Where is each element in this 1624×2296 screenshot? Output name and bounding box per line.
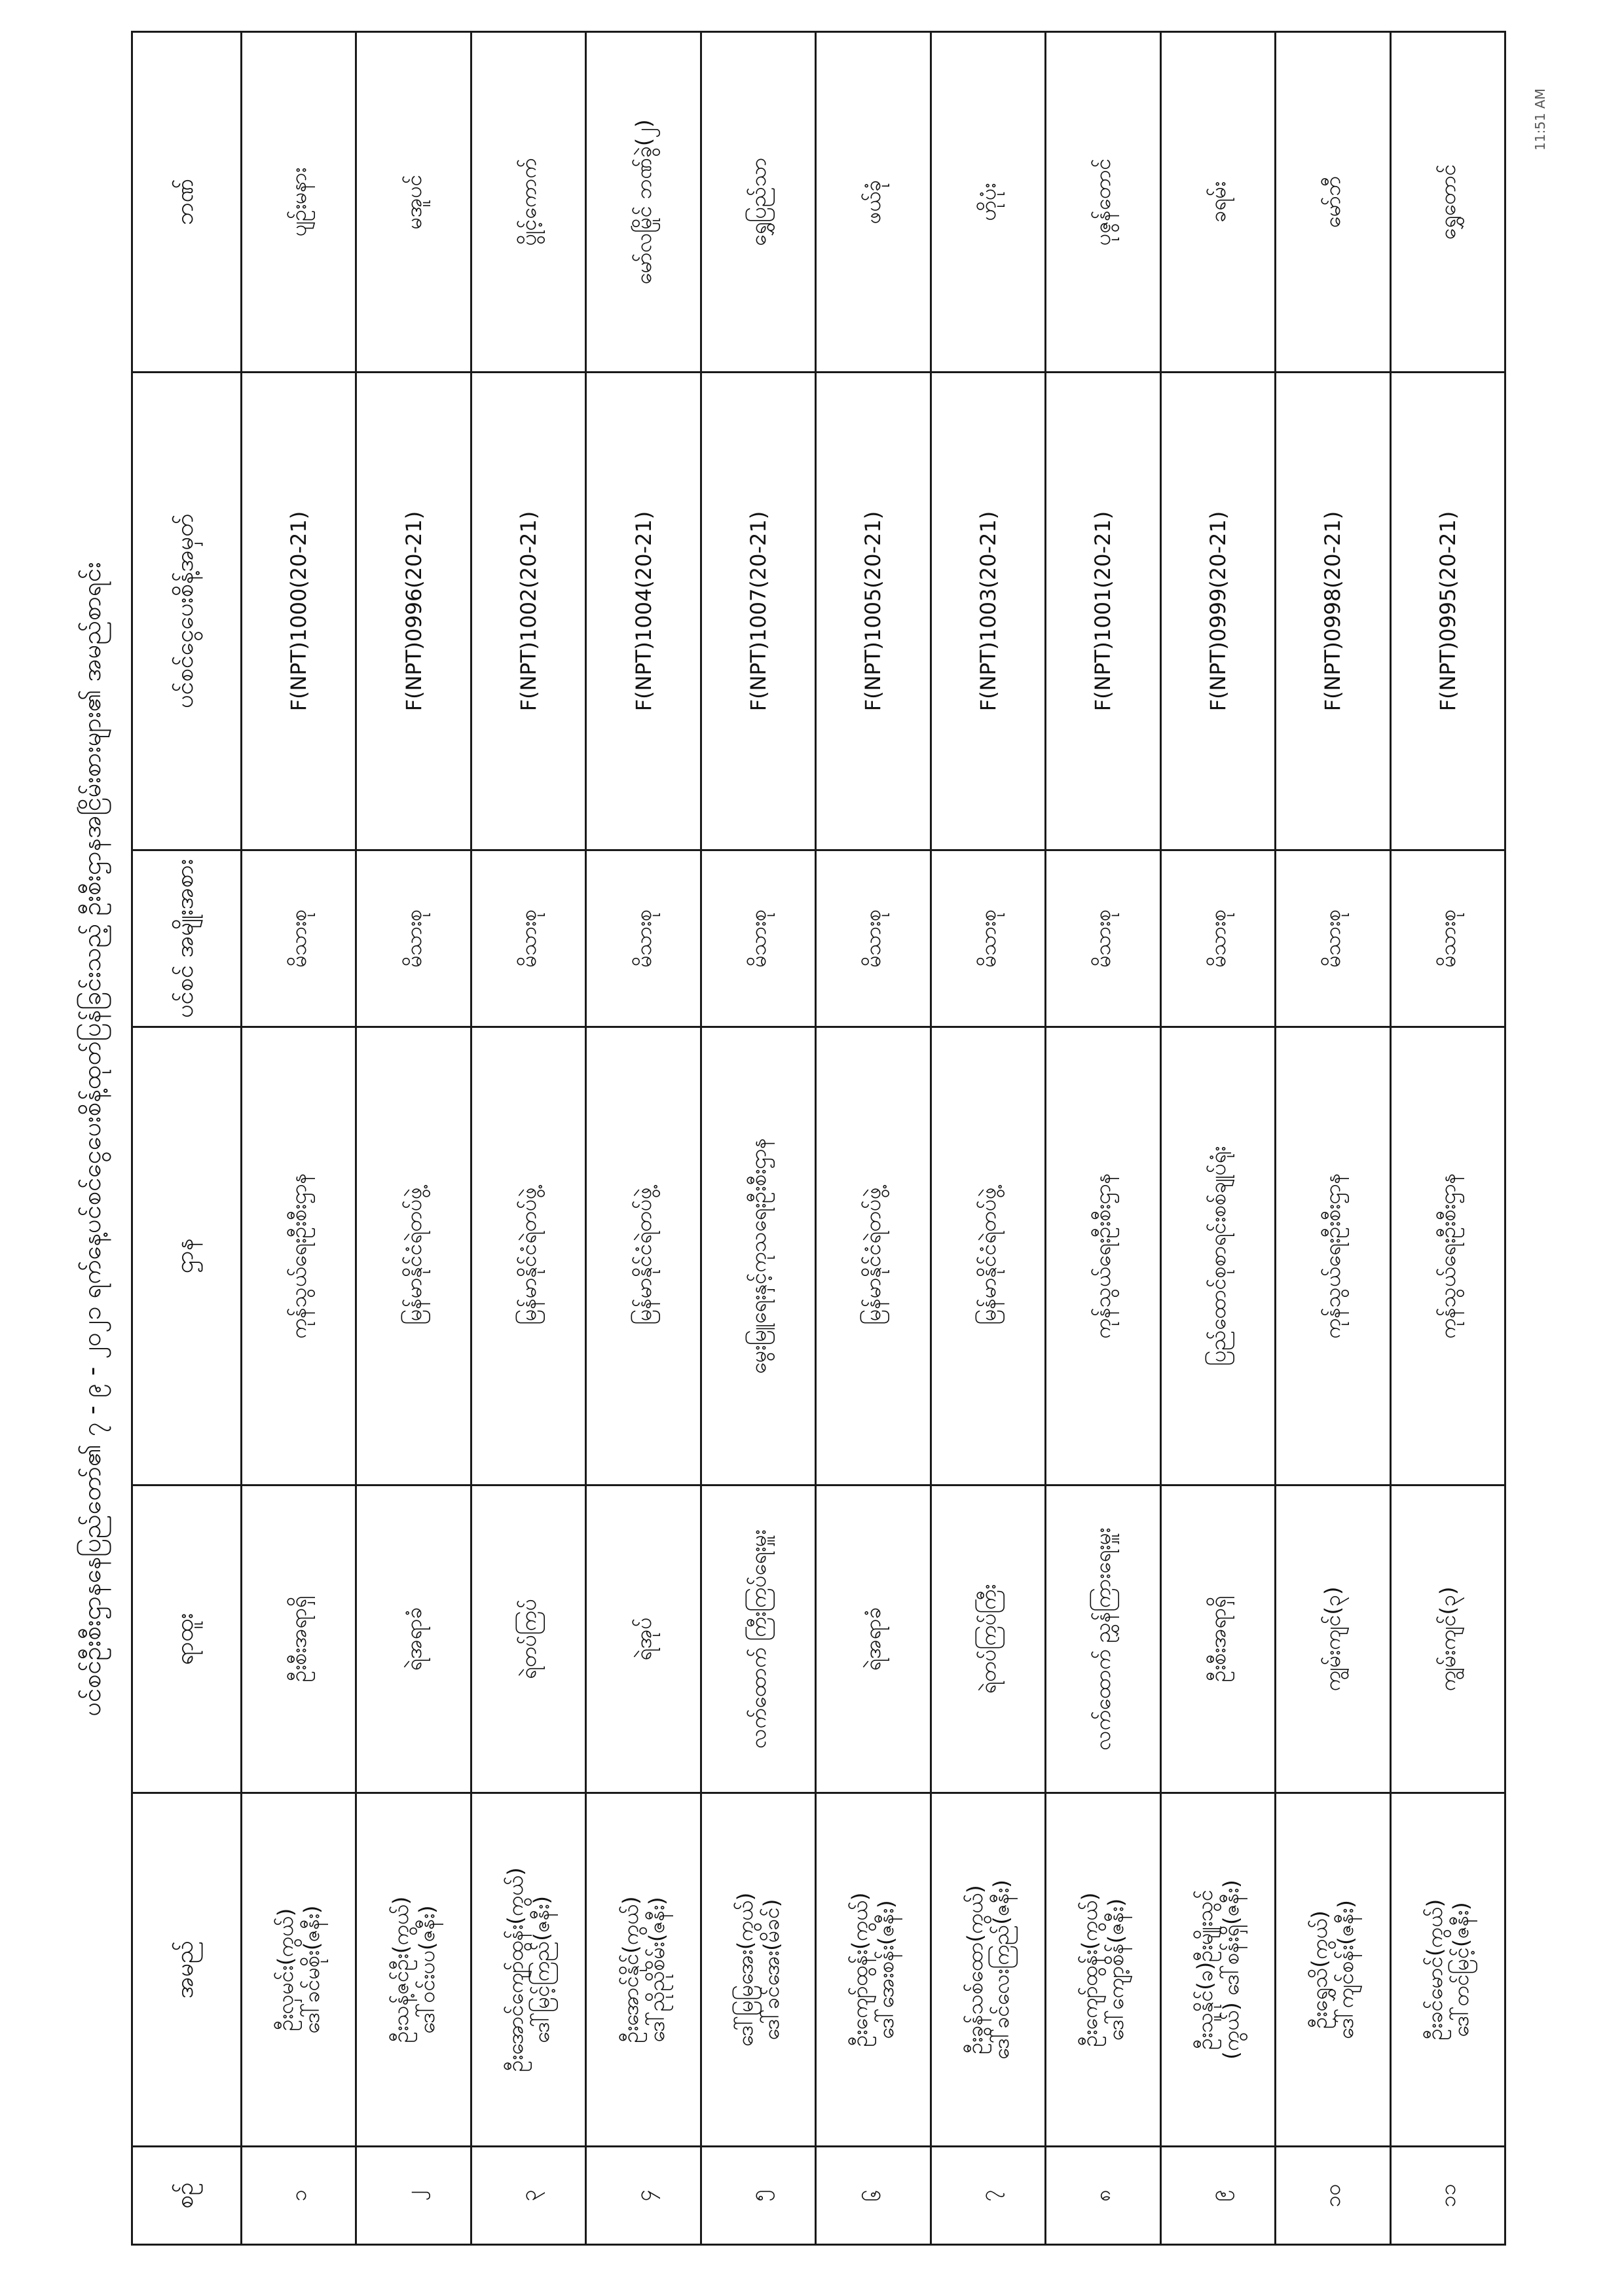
cell-no: ၄ bbox=[586, 2147, 701, 2245]
cell-pension-type: မိသားစု bbox=[1046, 850, 1160, 1027]
cell-department: မြန်မာနိုင်ငံရဲတပ်ဖွဲ့ bbox=[816, 1027, 931, 1485]
header-department: ဌာန bbox=[132, 1027, 242, 1485]
table-row bbox=[1276, 32, 1390, 2245]
cell-name bbox=[1276, 1793, 1390, 2147]
cell-permit-no: F(NPT)0999(20-21) bbox=[1160, 373, 1275, 850]
header-permit-no: ပင်စင်ငွေပေးစိန့်အမှတ် bbox=[132, 373, 242, 850]
cell-rank: ဦးစီးအရာရှိ bbox=[1160, 1485, 1275, 1793]
name-line-2: ဒေါ်အေးစန်း(ဇနီး) bbox=[874, 1900, 899, 2039]
name-line-2: ဒေါ်ခင်အေး(မိခင်) bbox=[759, 1899, 784, 2041]
cell-pension-type: မိသားစု bbox=[242, 850, 356, 1027]
cell-pension-type: မိသားစု bbox=[816, 850, 931, 1027]
cell-department: ကုန်သွယ်ရေးဦးစီးဌာန bbox=[1046, 1027, 1160, 1485]
name-line-1: ဦးသန့်ဇင်ဦး(ကွယ်) bbox=[388, 1896, 413, 2043]
name-line-2: ဒေါ်ခင်လေးကြည်(ဇနီး) bbox=[988, 1880, 1014, 2060]
name-line-2: ဒေါ်တင်မြင့်(ဇနီး) bbox=[1448, 1902, 1473, 2037]
name-line-1: ဦးခွန်သစ်ထော(ကွယ်) bbox=[962, 1885, 987, 2054]
cell-rank: ကျွမ်းကျင်(၃) bbox=[1276, 1485, 1390, 1793]
cell-pension-type: မိသားစု bbox=[356, 850, 471, 1027]
header-name: အမည် bbox=[132, 1793, 242, 2147]
name-line-2: ဒေါ်ခင်မစိုး(ဇနီး) bbox=[299, 1905, 325, 2034]
cell-no: ၂ bbox=[356, 2147, 471, 2245]
name-line-1: ဦးခင်မောင်(ကွယ်) bbox=[1422, 1899, 1447, 2041]
cell-permit-no: F(NPT)0998(20-21) bbox=[1276, 373, 1390, 850]
name-line-1: ဦးအောင်ကျော်ထွန်း(ကွယ်) bbox=[503, 1867, 528, 2072]
pension-table bbox=[131, 31, 1506, 2246]
cell-rank: ရဲတပ်ကြပ် bbox=[471, 1485, 585, 1793]
cell-rank: ရဲတပ်ကြပ်ကြီး bbox=[931, 1485, 1045, 1793]
cell-rank: ရဲအုပ် bbox=[586, 1485, 701, 1793]
name-line-2: (ကွယ်) ဒေါ်စန်းရှိ(ဇနီး) bbox=[1218, 1880, 1244, 2060]
cell-bank: မော်လမြိုင် ဘဏ်ခွဲ(၂) bbox=[586, 32, 701, 373]
cell-department: မြန်မာနိုင်ငံရဲတပ်ဖွဲ့ bbox=[586, 1027, 701, 1485]
name-line-2: ဒေါ်ဝင်းပပ(ဇနီး) bbox=[414, 1905, 439, 2034]
cell-pension-type: မိသားစု bbox=[471, 850, 585, 1027]
name-line-1: ဦးသူနိုင်(ခ)ဦးမျိုးသွင် bbox=[1192, 1889, 1217, 2050]
cell-name bbox=[931, 1793, 1045, 2147]
cell-bank: ပုဇွန်တောင် bbox=[1046, 32, 1160, 373]
table-row bbox=[586, 32, 701, 2245]
cell-bank: ပျဉ်းမနား bbox=[242, 32, 356, 373]
cell-pension-type: မိသားစု bbox=[1160, 850, 1275, 1027]
cell-bank: မအူပင် bbox=[356, 32, 471, 373]
cell-permit-no: F(NPT)1004(20-21) bbox=[586, 373, 701, 850]
cell-permit-no: F(NPT)1007(20-21) bbox=[701, 373, 815, 850]
name-line-1: ဦးအောင်နိုင်(ကွယ်) bbox=[618, 1896, 643, 2043]
cell-department: ပြည်ထောင်စုစာရင်းစစ်ချုပ်ရုံး bbox=[1160, 1027, 1275, 1485]
table-row bbox=[1046, 32, 1160, 2245]
header-rank: ရာထူး bbox=[132, 1485, 242, 1793]
cell-bank: ဖယ်ခုံ bbox=[816, 32, 931, 373]
name-line-1: ဦးကျော်ထွန်း(ကွယ်) bbox=[847, 1892, 873, 2047]
cell-rank: ရဲအရာခံ bbox=[816, 1485, 931, 1793]
cell-rank: ကျွမ်းကျင်(၃) bbox=[1390, 1485, 1505, 1793]
name-line-1: ဒေါ်မြမြအေး(ကွယ်) bbox=[733, 1892, 758, 2047]
cell-bank: ရွှေပြည်သာ bbox=[701, 32, 815, 373]
table-row bbox=[816, 32, 931, 2245]
cell-no: ၉ bbox=[1160, 2147, 1275, 2245]
cell-pension-type: မိသားစု bbox=[1390, 850, 1505, 1027]
document-title: ပင်စင်ဦးစီးဌာနနေပြည်တော်၏ ၇ - ၉ - ၂၀၂၁ ရက်နေ့ပင်စင်ငွေပေးစိန့်ထုတ်ပြန်ခြင်းသည့် ဦးစီးဌာနအငြိမ်းစားများ၏ အမည်စာရင်း bbox=[77, 562, 106, 1717]
cell-no: ၆ bbox=[816, 2147, 931, 2245]
cell-department: မွေးမြူရေးနှင့်ကုသရေးဦးစီးဌာန bbox=[701, 1027, 815, 1485]
cell-no: ၁၁ bbox=[1390, 2147, 1505, 2245]
cell-rank: လက်ထောက် ကြီးကြပ်ရေးမှူး bbox=[701, 1485, 815, 1793]
cell-pension-type: မိသားစု bbox=[586, 850, 701, 1027]
cell-pension-type: မိသားစု bbox=[701, 850, 815, 1027]
cell-bank: ဟိုပုံး bbox=[931, 32, 1045, 373]
scan-timestamp: 11:51 AM bbox=[1532, 88, 1548, 151]
cell-pension-type: မိသားစု bbox=[931, 850, 1045, 1027]
name-line-2: ဒေါ်ကျော့စိန်(ဇနီး) bbox=[1103, 1898, 1129, 2041]
cell-bank: ခရမ်း bbox=[1160, 32, 1275, 373]
cell-no: ၃ bbox=[471, 2147, 585, 2245]
cell-permit-no: F(NPT)0995(20-21) bbox=[1390, 373, 1505, 850]
header-bank: ဘဏ် bbox=[132, 32, 242, 373]
name-line-2: ဒေါ်ညိုညိုစိမ်း(ဇနီး) bbox=[644, 1897, 669, 2043]
name-line-2: ဒေါ်မြင့်ကြည်(ဇနီး) bbox=[529, 1896, 555, 2043]
cell-pension-type: မိသားစု bbox=[1276, 850, 1390, 1027]
table-row bbox=[1160, 32, 1275, 2245]
cell-department: ကုန်သွယ်ရေးဦးစီးဌာန bbox=[242, 1027, 356, 1485]
cell-no: ၁၀ bbox=[1276, 2147, 1390, 2245]
cell-name bbox=[242, 1793, 356, 2147]
cell-no: ၈ bbox=[1046, 2147, 1160, 2245]
cell-permit-no: F(NPT)0996(20-21) bbox=[356, 373, 471, 850]
table-row bbox=[931, 32, 1045, 2245]
table-row bbox=[471, 32, 585, 2245]
cell-bank: ပွိုင့်ကောက် bbox=[471, 32, 585, 373]
table-row bbox=[1390, 32, 1505, 2245]
cell-name bbox=[1046, 1793, 1160, 2147]
cell-name bbox=[701, 1793, 815, 2147]
table-header-row bbox=[132, 32, 242, 2245]
cell-department: မြန်မာနိုင်ငံရဲတပ်ဖွဲ့ bbox=[356, 1027, 471, 1485]
cell-permit-no: F(NPT)1002(20-21) bbox=[471, 373, 585, 850]
cell-department: ကုန်သွယ်ရေးဦးစီးဌာန bbox=[1390, 1027, 1505, 1485]
cell-bank: ရွှေတောင် bbox=[1390, 32, 1505, 373]
cell-name bbox=[471, 1793, 585, 2147]
cell-bank: မော်ဘီ bbox=[1276, 32, 1390, 373]
cell-name bbox=[356, 1793, 471, 2147]
cell-no: ၅ bbox=[701, 2147, 815, 2245]
table-row bbox=[701, 32, 815, 2245]
name-line-2: ဒေါ်ကျင်စန်း(ဇနီး) bbox=[1333, 1900, 1359, 2039]
cell-department: ကုန်သွယ်ရေးဦးစီးဌာန bbox=[1276, 1027, 1390, 1485]
cell-rank: ရဲအရာခံ bbox=[356, 1485, 471, 1793]
cell-department: မြန်မာနိုင်ငံရဲတပ်ဖွဲ့ bbox=[931, 1027, 1045, 1485]
cell-name bbox=[816, 1793, 931, 2147]
cell-permit-no: F(NPT)1001(20-21) bbox=[1046, 373, 1160, 850]
header-pension-type: ပင်စင် အမျိုးအစား bbox=[132, 850, 242, 1027]
cell-name bbox=[1390, 1793, 1505, 2147]
cell-permit-no: F(NPT)1000(20-21) bbox=[242, 373, 356, 850]
name-line-1: ဦးကျော်ထွန်း(ကွယ်) bbox=[1077, 1892, 1103, 2047]
cell-name bbox=[1160, 1793, 1275, 2147]
cell-no: ၇ bbox=[931, 2147, 1045, 2245]
cell-name bbox=[586, 1793, 701, 2147]
cell-permit-no: F(NPT)1005(20-21) bbox=[816, 373, 931, 850]
cell-rank: လက်ထောက် ညွှန်ကြားရေးမှူး bbox=[1046, 1485, 1160, 1793]
cell-department: မြန်မာနိုင်ငံရဲတပ်ဖွဲ့ bbox=[471, 1027, 585, 1485]
name-line-1: ဦးရွှေသိ(ကွယ်) bbox=[1307, 1910, 1333, 2029]
name-line-1: ဦးလှမင်း(ကွယ်) bbox=[273, 1908, 299, 2032]
table-row bbox=[242, 32, 356, 2245]
table-row bbox=[356, 32, 471, 2245]
rotated-sheet bbox=[65, 33, 1572, 2246]
cell-permit-no: F(NPT)1003(20-21) bbox=[931, 373, 1045, 850]
cell-no: ၁ bbox=[242, 2147, 356, 2245]
header-no: စဉ် bbox=[132, 2147, 242, 2245]
cell-rank: ဦးစီးအရာရှိ bbox=[242, 1485, 356, 1793]
